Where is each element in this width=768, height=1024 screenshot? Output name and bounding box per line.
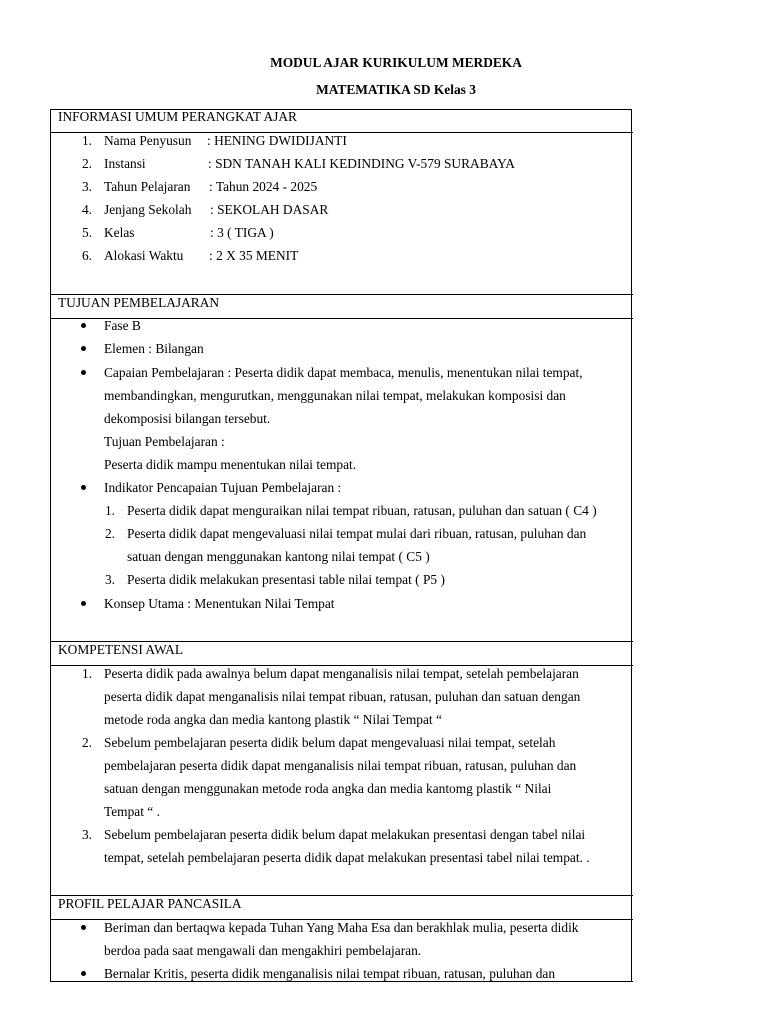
list-number: 2. (81, 156, 92, 171)
konsep-text: Konsep Utama : Menentukan Nilai Tempat (104, 596, 335, 611)
section-heading-informasi: INFORMASI UMUM PERANGKAT AJAR (58, 109, 297, 124)
list-number: 2. (81, 735, 92, 750)
elemen-text: Elemen : Bilangan (104, 341, 204, 356)
list-number: 5. (81, 225, 92, 240)
profil-line: berdoa pada saat mengawali dan mengakhiri pembelajaran. (104, 943, 422, 958)
kompetensi-line: metode roda angka dan media kantong plastik “ Nilai Tempat “ (104, 712, 442, 727)
document-subtitle: MATEMATIKA SD Kelas 3 (316, 82, 476, 97)
list-number: 1. (81, 133, 92, 148)
kompetensi-line: Sebelum pembelajaran peserta didik belum dapat mengevaluasi nilai tempat, setelah (104, 735, 556, 750)
fase-text: Fase B (104, 318, 141, 333)
indikator-label: Indikator Pencapaian Tujuan Pembelajaran : (104, 480, 342, 495)
document-title: MODUL AJAR KURIKULUM MERDEKA (270, 55, 522, 70)
capaian-line: Capaian Pembelajaran : Peserta didik dapat membaca, menulis, menentukan nilai tempat, (104, 365, 583, 380)
field-label: Jenjang Sekolah (104, 202, 192, 217)
capaian-line: membandingkan, mengurutkan, menggunakan nilai tempat, melakukan komposisi dan (104, 388, 566, 403)
field-label: Kelas (104, 225, 135, 240)
kompetensi-line: Sebelum pembelajaran peserta didik belum dapat melakukan presentasi dengan tabel nilai (104, 827, 586, 842)
profil-line: Bernalar Kritis, peserta didik menganalisis nilai tempat ribuan, ratusan, puluhan dan (104, 966, 556, 981)
section-heading-profil: PROFIL PELAJAR PANCASILA (58, 896, 242, 911)
list-number: 4. (81, 202, 92, 217)
kompetensi-line: Tempat “ . (104, 804, 160, 819)
list-number: 3. (81, 827, 92, 842)
kompetensi-line: peserta didik dapat menganalisis nilai tempat ribuan, ratusan, puluhan dan satuan dengan (104, 689, 581, 704)
kompetensi-line: Peserta didik pada awalnya belum dapat menganalisis nilai tempat, setelah pembelajaran (104, 666, 579, 681)
capaian-line: dekomposisi bilangan tersebut. (104, 411, 271, 426)
kompetensi-line: satuan dengan menggunakan metode roda angka dan media kantomg plastik “ Nilai (104, 781, 552, 796)
indikator-line: Peserta didik dapat menguraikan nilai tempat ribuan, ratusan, puluhan dan satuan ( C4 ) (127, 503, 597, 518)
field-value: : 3 ( TIGA ) (210, 225, 274, 240)
list-number: 3. (104, 572, 115, 587)
bullet-icon (81, 601, 86, 606)
list-number: 6. (81, 248, 92, 263)
kompetensi-line: tempat, setelah pembelajaran peserta didik dapat melakukan presentasi tabel nilai tempat. . (104, 850, 590, 865)
indikator-line: satuan dengan menggunakan kantong nilai tempat ( C5 ) (127, 549, 430, 564)
bullet-icon (81, 370, 86, 375)
field-label: Instansi (104, 156, 146, 171)
field-label: Tahun Pelajaran (104, 179, 191, 194)
bullet-icon (81, 971, 86, 976)
field-label: Nama Penyusun (104, 133, 192, 148)
field-value: : 2 X 35 MENIT (209, 248, 299, 263)
indikator-line: Peserta didik melakukan presentasi table nilai tempat ( P5 ) (127, 572, 445, 587)
profil-line: Beriman dan bertaqwa kepada Tuhan Yang Maha Esa dan berakhlak mulia, peserta didik (104, 920, 579, 935)
bullet-icon (81, 323, 86, 328)
section-heading-tujuan: TUJUAN PEMBELAJARAN (58, 295, 220, 310)
list-number: 2. (104, 526, 115, 541)
bullet-icon (81, 346, 86, 351)
bullet-icon (81, 925, 86, 930)
field-value: : SEKOLAH DASAR (210, 202, 329, 217)
field-value: : HENING DWIDIJANTI (207, 133, 347, 148)
field-value: : Tahun 2024 - 2025 (209, 179, 318, 194)
field-label: Alokasi Waktu (104, 248, 184, 263)
kompetensi-line: pembelajaran peserta didik dapat menganalisis nilai tempat ribuan, ratusan, puluhan dan (104, 758, 577, 773)
list-number: 1. (81, 666, 92, 681)
indikator-line: Peserta didik dapat mengevaluasi nilai tempat mulai dari ribuan, ratusan, puluhan dan (127, 526, 587, 541)
tujuan-text: Peserta didik mampu menentukan nilai tempat. (104, 457, 357, 472)
field-value: : SDN TANAH KALI KEDINDING V-579 SURABAYA (208, 156, 515, 171)
tujuan-label: Tujuan Pembelajaran : (104, 434, 225, 449)
list-number: 1. (104, 503, 115, 518)
list-number: 3. (81, 179, 92, 194)
section-heading-kompetensi: KOMPETENSI AWAL (58, 642, 184, 657)
bullet-icon (81, 485, 86, 490)
